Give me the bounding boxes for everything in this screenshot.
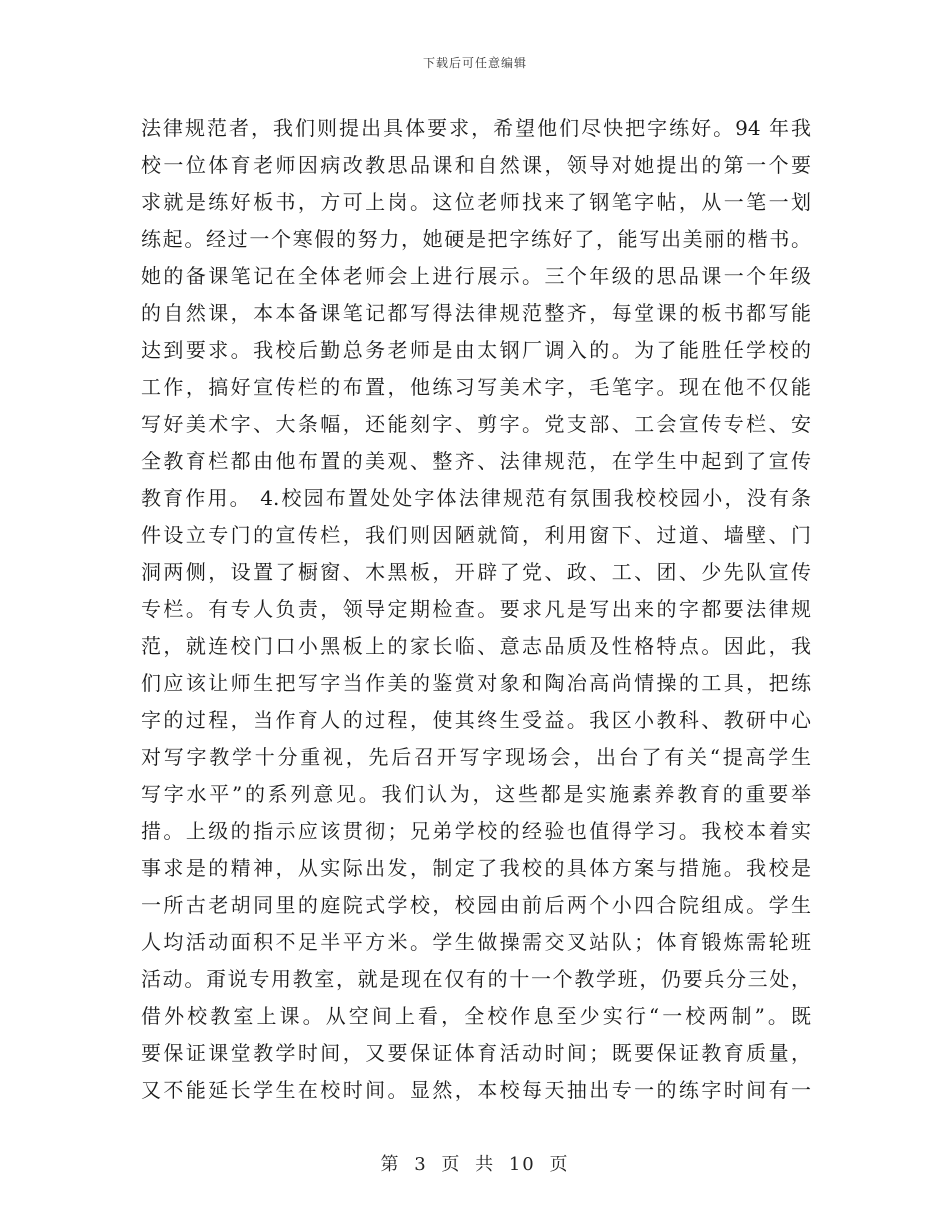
- body-text: [141, 110, 811, 1109]
- body-line: 们应该让师生把写字当作美的鉴赏对象和陶冶高尚情操的工具，把练: [141, 671, 811, 695]
- body-line: 专栏。有专人负责，领导定期检查。要求凡是写出来的字都要法律规: [141, 597, 811, 621]
- body-line: 件设立专门的宣传栏，我们则因陋就简，利用窗下、过道、墙壁、门: [141, 523, 811, 547]
- body-line: 借外校教室上课。从空间上看，全校作息至少实行“一校两制”。既: [141, 1004, 811, 1028]
- page-number-footer: 第 3 页 共 10 页: [380, 1154, 570, 1175]
- body-line: 她的备课笔记在全体老师会上进行展示。三个年级的思品课一个年级: [141, 264, 811, 288]
- body-line: 全教育栏都由他布置的美观、整齐、法律规范，在学生中起到了宣传: [141, 449, 811, 473]
- header-note: 下载后可任意编辑: [422, 56, 527, 70]
- body-line: 活动。甭说专用教室，就是现在仅有的十一个教学班，仍要兵分三处，: [141, 967, 811, 991]
- body-line: 校一位体育老师因病改教思品课和自然课，领导对她提出的第一个要: [141, 153, 811, 177]
- body-line: 洞两侧，设置了橱窗、木黑板，开辟了党、政、工、团、少先队宣传: [141, 560, 811, 584]
- body-line: 人均活动面积不足半平方米。学生做操需交叉站队；体育锻炼需轮班: [141, 930, 811, 954]
- body-line: 要保证课堂教学时间，又要保证体育活动时间；既要保证教育质量，: [141, 1041, 811, 1065]
- body-line: 写好美术字、大条幅，还能刻字、剪字。党支部、工会宣传专栏、安: [141, 412, 811, 436]
- body-line: 对写字教学十分重视，先后召开写字现场会，出台了有关“提高学生: [141, 745, 811, 769]
- body-line: 范，就连校门口小黑板上的家长临、意志品质及性格特点。因此，我: [141, 634, 811, 658]
- body-line: 的自然课，本本备课笔记都写得法律规范整齐，每堂课的板书都写能: [141, 301, 811, 325]
- body-line: 达到要求。我校后勤总务老师是由太钢厂调入的。为了能胜任学校的: [141, 338, 811, 362]
- body-line: 写字水平”的系列意见。我们认为，这些都是实施素养教育的重要举: [141, 782, 811, 806]
- body-line: 求就是练好板书，方可上岗。这位老师找来了钢笔字帖，从一笔一划: [141, 190, 811, 214]
- body-line: 措。上级的指示应该贯彻；兄弟学校的经验也值得学习。我校本着实: [141, 819, 811, 843]
- body-line: 教育作用。 4.校园布置处处字体法律规范有氛围我校校园小，没有条: [141, 486, 811, 510]
- body-line: 一所古老胡同里的庭院式学校，校园由前后两个小四合院组成。学生: [141, 893, 811, 917]
- body-line: 事求是的精神，从实际出发，制定了我校的具体方案与措施。我校是: [141, 856, 811, 880]
- body-line: 练起。经过一个寒假的努力，她硬是把字练好了，能写出美丽的楷书。: [141, 227, 811, 251]
- body-line: 工作，搞好宣传栏的布置，他练习写美术字，毛笔字。现在他不仅能: [141, 375, 811, 399]
- body-line: 字的过程，当作育人的过程，使其终生受益。我区小教科、教研中心: [141, 708, 811, 732]
- body-line: 又不能延长学生在校时间。显然，本校每天抽出专一的练字时间有一: [141, 1078, 811, 1102]
- body-line: 法律规范者，我们则提出具体要求，希望他们尽快把字练好。94 年我: [141, 116, 811, 140]
